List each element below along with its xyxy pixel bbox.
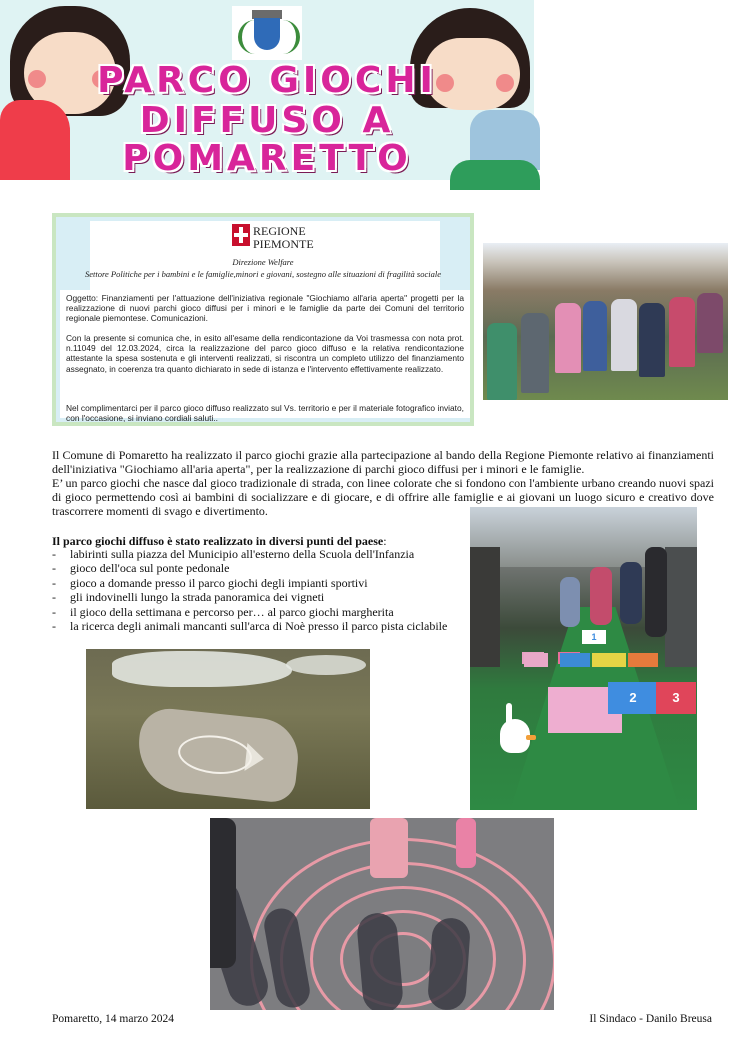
list-item-text: la ricerca degli animali mancanti sull'arca di Noè presso il parco pista ciclabile [70,619,448,634]
list-item-text: labirinti sulla piazza del Municipio all'esterno della Scuola dell'Infanzia [70,547,415,561]
list-bullet: - [52,575,56,590]
list-bullet: - [52,604,56,619]
list-item [52,605,472,619]
list-bullet: - [52,619,56,634]
photo-maze-ground [210,818,554,1010]
places-heading-colon: : [383,534,387,548]
letter-paragraph-2: Nel complimentarci per il parco gioco diffuso realizzato sul Vs. territorio e per il materiale fotografico inviato, con l'occasione, si inviano cordiali saluti.. [66,403,464,424]
list-bullet: - [52,561,56,576]
letter-subject: Oggetto: Finanziamenti per l'attuazione dell'iniziativa regionale "Giochiamo all'aria aperta" progetti per la realizzazione di nuovi parchi gioco diffusi per i minori e le famiglie da parte dei Comuni del territorio regionale piemontese. Comunicazioni. [66,293,464,324]
list-item [52,576,472,590]
crest-laurel-right [282,20,300,54]
list-item-text: gli indovinelli lungo la strada panoramica dei vigneti [70,590,325,605]
list-item-text: gioco a domande presso il parco giochi degli impianti sportivi [70,575,368,590]
snow-patch [112,651,292,687]
banner-title-line2: DIFFUSO A [139,100,395,141]
hopscotch-square-2: 2 [608,682,658,714]
footer-signature: Il Sindaco - Danilo Breusa [589,1013,712,1025]
intro-paragraph: Il Comune di Pomaretto ha realizzato il parco giochi grazie alla partecipazione al bando della Regione Piemonte relativo ai finanziamenti dell'iniziativa "Giochiamo all'aria aperta", per la realizzazione di parchi gioco diffusi per i minori e le famiglie. [52,448,714,477]
drawn-stone [134,706,302,804]
list-item [52,619,472,633]
letter-direction: Direzione Welfare [232,257,294,267]
description-paragraph: E’ un parco giochi che nasce dal gioco tradizionale di strada, con linee colorate che si fondono con l'ambiente urbano creando nuovi spazi di gioco permettendo così ai bambini di socializzare e di giocare, e di offrire alle famiglie e ai giovani un luogo sicuro e creativo dove trascorrere momenti di svago e divertimento. [52,476,714,519]
banner-title-line1: PARCO GIOCHI [97,60,437,101]
footer-place-date: Pomaretto, 14 marzo 2024 [52,1013,175,1025]
regione-name-line2: PIEMONTE [253,237,314,251]
regione-name-line1: REGIONE [253,224,306,238]
letter-sector: Settore Politiche per i bambini e le famiglie,minori e giovani, sostegno alle situazioni di fragilità sociale [85,269,441,279]
header-banner [0,0,534,180]
regione-piemonte-logo-icon [232,224,250,246]
list-bullet: - [52,547,56,561]
hopscotch-square-1: 1 [582,630,606,644]
letter-paragraph-1: Con la presente si comunica che, in esito all'esame della rendicontazione da Voi trasmessa con nota prot. n.11049 del 12.03.2024, circa la realizzazione del parco gioco diffuso e la relativa rendicontazione attestante la spesa sostenuta e gli interventi realizzati, si riscontra un completo utilizzo del finanziamento assegnato, in coerenza tra quanto dichiarato in sede di istanza e l'intervento effettivamente realizzato. [66,333,464,374]
fish-drawing-icon [176,732,254,778]
banner-title-line3: POMARETTO [122,138,412,179]
list-item-text: il gioco della settimana e percorso per… al parco giochi margherita [70,604,394,619]
municipality-crest-icon [232,6,302,60]
places-heading-text: Il parco giochi diffuso è stato realizzato in diversi punti del paese [52,534,384,548]
region-letter-excerpt [52,213,474,426]
hopscotch-square-3: 3 [656,682,696,714]
crest-laurel-left [238,20,256,54]
places-list [52,547,472,633]
list-item [52,590,472,604]
photo-children-group [483,243,728,400]
list-bullet: - [52,590,56,605]
list-item-text: gioco dell'oca sul ponte pedonale [70,561,230,576]
places-heading [52,534,387,548]
photo-stone-fish-drawing [86,649,370,809]
list-item [52,561,472,575]
photo-hopscotch-bridge [470,507,697,810]
list-item [52,547,472,561]
crest-shield [254,18,280,50]
